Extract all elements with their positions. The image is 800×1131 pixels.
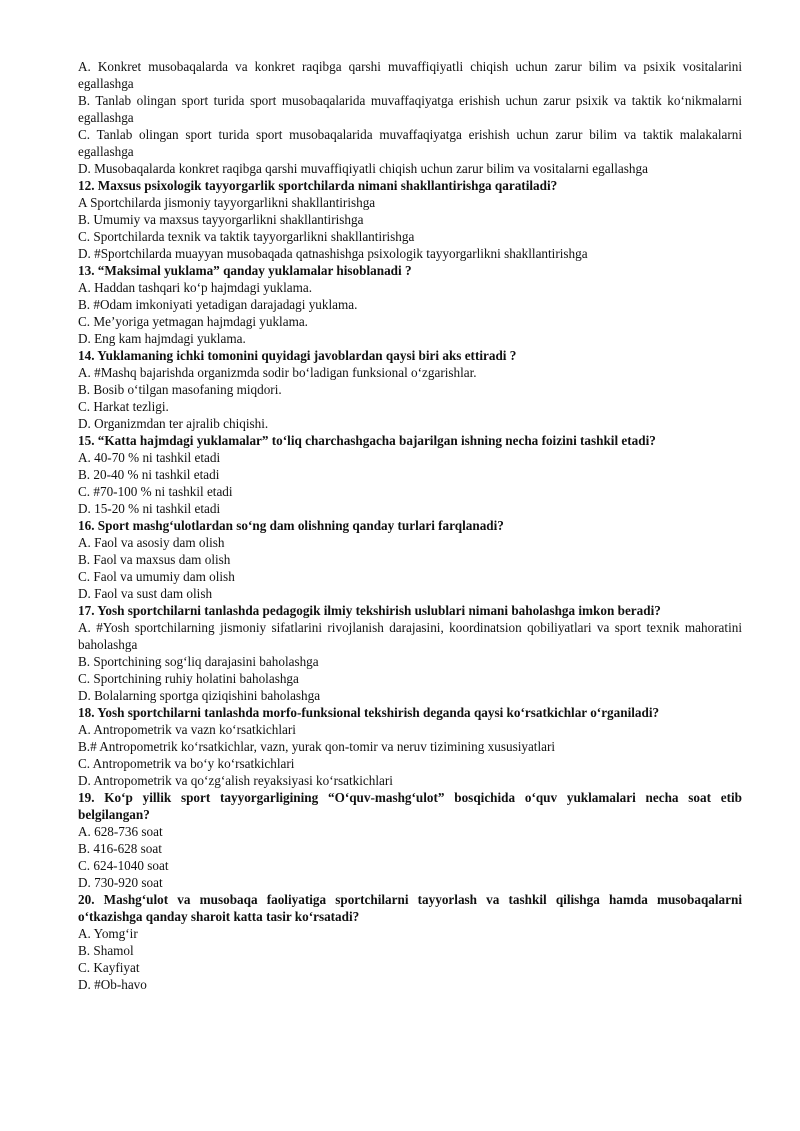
answer-option: B. #Odam imkoniyati yetadigan darajadagi yuklama.	[78, 297, 358, 312]
answer-option: A. #Mashq bajarishda organizmda sodir bo‘ladigan funksional o‘zgarishlar.	[78, 365, 477, 380]
question-text: 12. Maxsus psixologik tayyorgarlik sportchilarda nimani shakllantirishga qaratiladi?	[78, 178, 558, 193]
question-text: 19. Ko‘p yillik sport tayyorgarligining “O‘quv-mashg‘ulot” bosqichida o‘quv yuklamalari necha soat etib belgilangan?	[78, 790, 742, 822]
answer-option: C. Tanlab olingan sport turida sport musobaqalarida muvaffaqiyatga erishish uchun zarur bilim va taktik malakalarni egallashga	[78, 127, 742, 159]
answer-option: A. Haddan tashqari ko‘p hajmdagi yuklama.	[78, 280, 313, 295]
answer-option: A. Yomg‘ir	[78, 926, 138, 941]
answer-option: B. Tanlab olingan sport turida sport musobaqalarida muvaffaqiyatga erishish uchun zarur psixik va taktik ko‘nikmalarni egallashga	[78, 93, 742, 125]
answer-option: C. Faol va umumiy dam olish	[78, 569, 235, 584]
answer-option: D. Faol va sust dam olish	[78, 586, 213, 601]
answer-option: A. 40-70 % ni tashkil etadi	[78, 450, 221, 465]
answer-option: C. Me’yoriga yetmagan hajmdagi yuklama.	[78, 314, 308, 329]
answer-option: A Sportchilarda jismoniy tayyorgarlikni shakllantirishga	[78, 195, 376, 210]
answer-option: D. Eng kam hajmdagi yuklama.	[78, 331, 246, 346]
answer-option: D. Bolalarning sportga qiziqishini baholashga	[78, 688, 321, 703]
answer-option: A. 628-736 soat	[78, 824, 163, 839]
answer-option: C. Sportchining ruhiy holatini baholashga	[78, 671, 299, 686]
answer-option: B. Sportchining sog‘liq darajasini baholashga	[78, 654, 319, 669]
answer-option: B. 20-40 % ni tashkil etadi	[78, 467, 220, 482]
answer-option: B. 416-628 soat	[78, 841, 162, 856]
answer-option: A. #Yosh sportchilarning jismoniy sifatlarini rivojlanish darajasini, koordinatsion qobiliyatlari va sport texnik mahoratini baholashga	[78, 620, 742, 652]
answer-option: A. Faol va asosiy dam olish	[78, 535, 225, 550]
answer-option: C. Antropometrik va bo‘y ko‘rsatkichlari	[78, 756, 295, 771]
answer-option: C. Kayfiyat	[78, 960, 140, 975]
question-text: 18. Yosh sportchilarni tanlashda morfo-funksional tekshirish deganda qaysi ko‘rsatkichlar o‘rganiladi?	[78, 705, 660, 720]
answer-option: D. #Sportchilarda muayyan musobaqada qatnashishga psixologik tayyorgarlikni shakllantirishga	[78, 246, 588, 261]
answer-option: B. Umumiy va maxsus tayyorgarlikni shakllantirishga	[78, 212, 364, 227]
answer-option: D. Antropometrik va qo‘zg‘alish reyaksiyasi ko‘rsatkichlari	[78, 773, 393, 788]
answer-option: D. 730-920 soat	[78, 875, 163, 890]
answer-option: D. #Ob-havo	[78, 977, 147, 992]
question-text: 13. “Maksimal yuklama” qanday yuklamalar hisoblanadi ?	[78, 263, 412, 278]
document-page	[78, 58, 742, 993]
answer-option: B. Bosib o‘tilgan masofaning miqdori.	[78, 382, 282, 397]
answer-option: B. Faol va maxsus dam olish	[78, 552, 231, 567]
answer-option: C. Sportchilarda texnik va taktik tayyorgarlikni shakllantirishga	[78, 229, 415, 244]
answer-option: C. #70-100 % ni tashkil etadi	[78, 484, 233, 499]
answer-option: A. Antropometrik va vazn ko‘rsatkichlari	[78, 722, 296, 737]
answer-option: C. 624-1040 soat	[78, 858, 169, 873]
question-text: 20. Mashg‘ulot va musobaqa faoliyatiga sportchilarni tayyorlash va tashkil qilishga hamda musobaqalarni o‘tkazishga qanday sharoit katta tasir ko‘rsatadi?	[78, 892, 742, 924]
answer-option: D. Organizmdan ter ajralib chiqishi.	[78, 416, 269, 431]
answer-option: A. Konkret musobaqalarda va konkret raqibga qarshi muvaffiqiyatli chiqish uchun zarur bilim va psixik vositalarini egallashga	[78, 59, 742, 91]
question-text: 15. “Katta hajmdagi yuklamalar” to‘liq charchashgacha bajarilgan ishning necha foizini tashkil etadi?	[78, 433, 656, 448]
answer-option: D. Musobaqalarda konkret raqibga qarshi muvaffiqiyatli chiqish uchun zarur bilim va vositalarni egallashga	[78, 161, 648, 176]
question-text: 16. Sport mashg‘ulotlardan so‘ng dam olishning qanday turlari farqlanadi?	[78, 518, 504, 533]
question-text: 14. Yuklamaning ichki tomonini quyidagi javoblardan qaysi biri aks ettiradi ?	[78, 348, 517, 363]
answer-option: C. Harkat tezligi.	[78, 399, 169, 414]
answer-option: B.# Antropometrik ko‘rsatkichlar, vazn, yurak qon-tomir va neruv tizimining xususiyatlari	[78, 739, 556, 754]
answer-option: D. 15-20 % ni tashkil etadi	[78, 501, 221, 516]
answer-option: B. Shamol	[78, 943, 134, 958]
question-text: 17. Yosh sportchilarni tanlashda pedagogik ilmiy tekshirish uslublari nimani baholashga imkon beradi?	[78, 603, 661, 618]
